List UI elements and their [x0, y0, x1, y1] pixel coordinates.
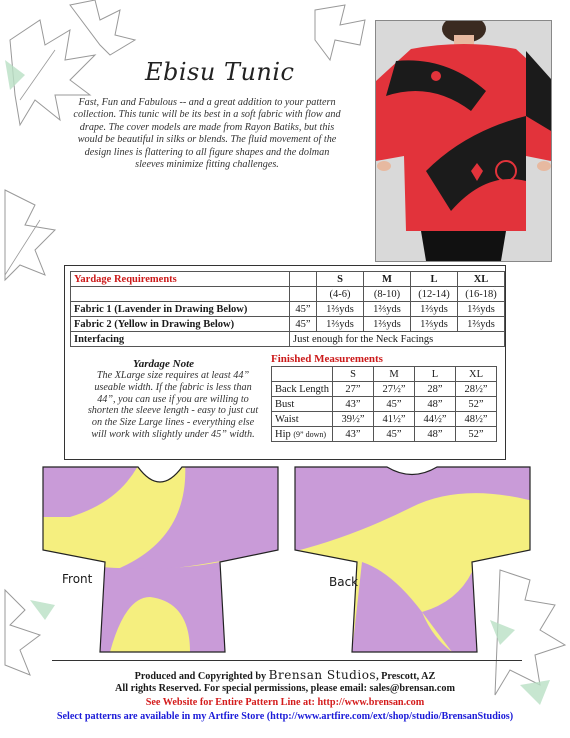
- yardage-value: 1⅔yds: [411, 317, 458, 332]
- fabric-width: 45”: [290, 317, 317, 332]
- measurement-value: 28”: [415, 382, 456, 397]
- measurement-label: Back Length: [272, 382, 333, 397]
- measurement-value: 41½”: [374, 412, 415, 427]
- front-label: Front: [62, 572, 93, 586]
- finished-measurements-heading: Finished Measurements: [271, 353, 383, 365]
- yardage-value: 1⅔yds: [411, 302, 458, 317]
- measurement-value: 52”: [456, 397, 497, 412]
- measurement-note: (9” down): [293, 429, 327, 439]
- measurement-value: 43”: [333, 427, 374, 442]
- measurement-value: 43”: [333, 397, 374, 412]
- cover-photo: [375, 20, 552, 262]
- size-header: XL: [456, 367, 497, 382]
- finished-measurements-table: [271, 366, 497, 442]
- measurement-value: 44½”: [415, 412, 456, 427]
- intro-paragraph: Fast, Fun and Fabulous -- and a great addition to your pattern collection. This tunic will be its best in a soft fabric with flow and drape. The cover models are made from Rayon Batiks, but this would be beautiful in silks or blends. The fluid movement of the design lines is flattering to all figure shapes and the dolman sleeves minimize fitting challenges.: [73, 97, 341, 171]
- footer-divider: [52, 660, 522, 661]
- measurement-value: 48½”: [456, 412, 497, 427]
- yardage-note-heading: Yardage Note: [133, 358, 195, 370]
- fabric-label: Fabric 1 (Lavender in Drawing Below): [71, 302, 290, 317]
- measurement-label: Waist: [272, 412, 333, 427]
- back-tunic-drawing: [292, 462, 537, 654]
- measurement-value: 27”: [333, 382, 374, 397]
- measurement-value: 52”: [456, 427, 497, 442]
- studio-name: Brensan Studios: [268, 668, 377, 682]
- footer-website-link[interactable]: See Website for Entire Pattern Line at: http://www.brensan.com: [145, 697, 425, 708]
- yardage-value: 1⅔yds: [458, 302, 505, 317]
- size-header: L: [415, 367, 456, 382]
- table-row: [272, 412, 497, 427]
- size-range: (16-18): [458, 287, 505, 302]
- footer-copyright-line: Produced and Copyrighted by Brensan Studios, Prescott, AZ: [134, 668, 436, 682]
- table-row: [71, 332, 505, 347]
- yardage-value: 1⅔yds: [317, 302, 364, 317]
- table-row: [272, 427, 497, 442]
- measurement-value: 27½”: [374, 382, 415, 397]
- fabric-width: 45”: [290, 302, 317, 317]
- measurement-value: 45”: [374, 397, 415, 412]
- size-header: S: [333, 367, 374, 382]
- measurement-value: 28½”: [456, 382, 497, 397]
- leaf-decoration-top-right: [305, 0, 385, 80]
- yardage-value: 1⅔yds: [364, 302, 411, 317]
- interfacing-value: Just enough for the Neck Facings: [290, 332, 505, 347]
- front-tunic-drawing: [40, 462, 285, 654]
- size-range: (12-14): [411, 287, 458, 302]
- size-range: (8-10): [364, 287, 411, 302]
- footer-artfire-link[interactable]: Select patterns are available in my Artfire Store (http://www.artfire.com/ext/shop/studio/BrensanStudios): [56, 711, 514, 722]
- size-header: S: [317, 272, 364, 287]
- size-header: L: [411, 272, 458, 287]
- yardage-value: 1⅔yds: [317, 317, 364, 332]
- table-row: [272, 382, 497, 397]
- yardage-table: [70, 271, 505, 347]
- page-title: Ebisu Tunic: [145, 58, 295, 86]
- yardage-value: 1⅔yds: [364, 317, 411, 332]
- table-row: [272, 397, 497, 412]
- size-range: (4-6): [317, 287, 364, 302]
- table-row: [71, 302, 505, 317]
- measurement-value: 48”: [415, 427, 456, 442]
- interfacing-label: Interfacing: [71, 332, 290, 347]
- yardage-header: Yardage Requirements: [71, 272, 290, 287]
- measurement-value: 45”: [374, 427, 415, 442]
- fabric-label: Fabric 2 (Yellow in Drawing Below): [71, 317, 290, 332]
- yardage-value: 1⅔yds: [458, 317, 505, 332]
- measurement-value: 48”: [415, 397, 456, 412]
- table-row: [71, 317, 505, 332]
- measurement-label: Bust: [272, 397, 333, 412]
- back-label: Back: [329, 575, 359, 589]
- measurement-label: Hip: [275, 428, 291, 440]
- footer-rights-line: All rights Reserved. For special permissions, please email: sales@brensan.com: [115, 683, 455, 694]
- size-header: M: [374, 367, 415, 382]
- size-header: M: [364, 272, 411, 287]
- size-header: XL: [458, 272, 505, 287]
- measurement-value: 39½”: [333, 412, 374, 427]
- yardage-note-text: The XLarge size requires at least 44” useable width. If the fabric is less than 44”, you can use if you are willing to shorten the sleeve length - easy to just cut on the Size Large lines - everything else will work with slightly under 45” width.: [87, 370, 259, 440]
